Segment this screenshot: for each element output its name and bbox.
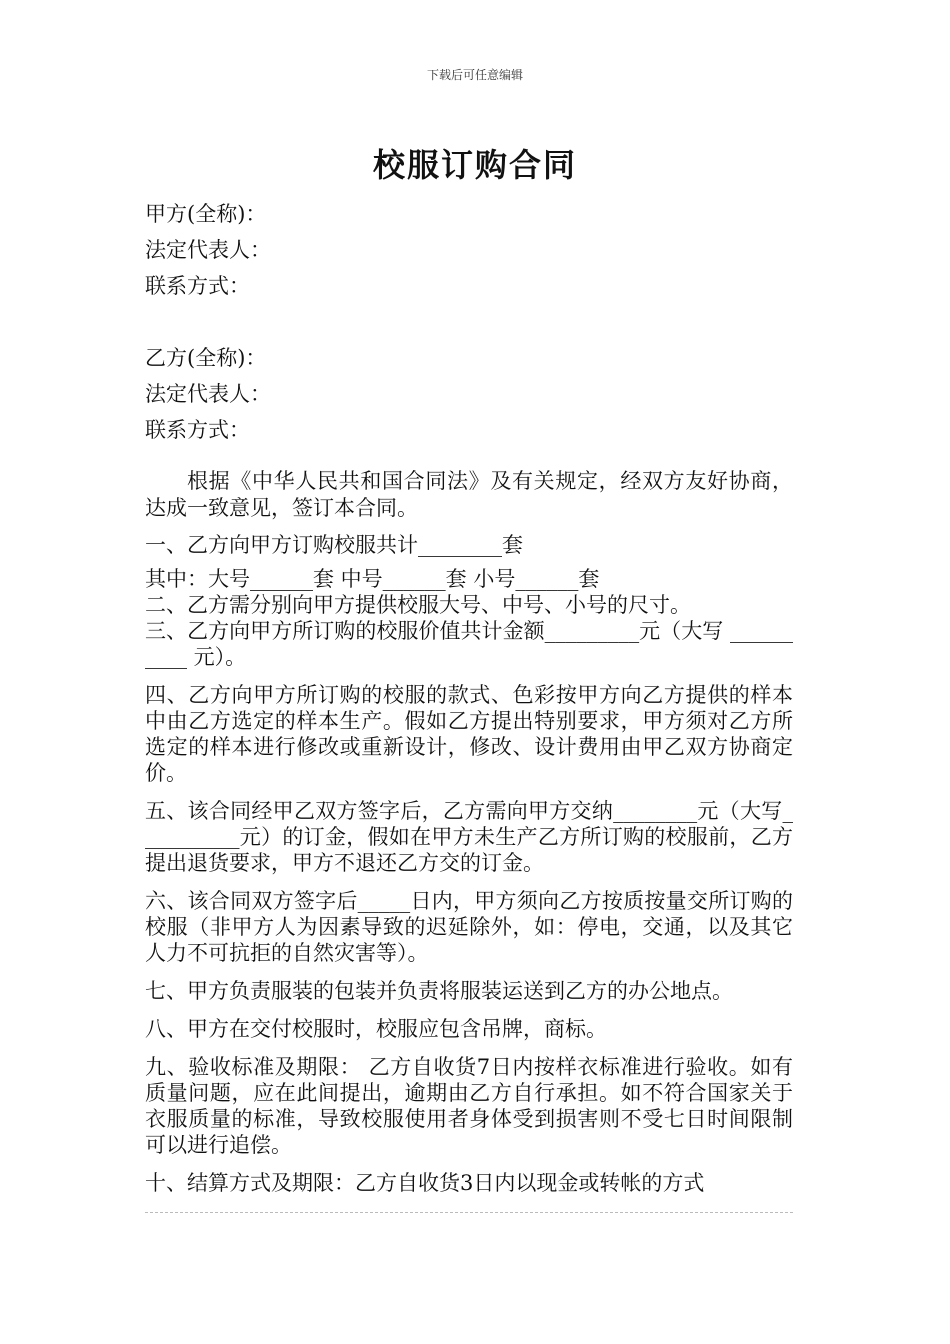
document-title: 校服订购合同 xyxy=(372,146,577,184)
clause-9: 九、验收标准及期限： 乙方自收货7日内按样衣标准进行验收。如有质量问题，应在此间提出，逾期由乙方自行承担。如不符合国家关于衣服质量的标准，导致校服使用者身体受到损害则不受七日时间限制可以进行追偿。 xyxy=(145,1055,793,1157)
preamble: 根据《中华人民共和国合同法》及有关规定，经双方友好协商，达成一致意见，签订本合同。 xyxy=(145,469,793,520)
party-b-info xyxy=(145,340,793,448)
clause-8: 八、甲方在交付校服时，校服应包含吊牌，商标。 xyxy=(145,1017,607,1041)
clause-10: 十、结算方式及期限：乙方自收货3日内以现金或转帐的方式 xyxy=(145,1171,705,1195)
party-b-contact-label: 联系方式： xyxy=(145,418,250,442)
party-a-rep-label: 法定代表人： xyxy=(145,238,271,262)
clause-1: 一、乙方向甲方订购校服共计________套 xyxy=(145,533,523,557)
clause-4: 四、乙方向甲方所订购的校服的款式、色彩按甲方向乙方提供的样本中由乙方选定的样本生产。假如乙方提出特别要求，甲方须对乙方所选定的样本进行修改或重新设计，修改、设计费用由甲乙双方协商定价。 xyxy=(145,683,793,785)
party-a-name-label: 甲方(全称)： xyxy=(145,202,267,226)
clause-5: 五、该合同经甲乙双方签字后，乙方需向甲方交纳________元（大写__________元）的订金，假如在甲方未生产乙方所订购的校服前，乙方提出退货要求，甲方不退还乙方交的订金。 xyxy=(145,799,793,875)
clause-2: 二、乙方需分别向甲方提供校服大号、中号、小号的尺寸。 xyxy=(145,593,691,617)
page-header: 下载后可任意编辑 xyxy=(426,68,523,82)
party-b-rep-label: 法定代表人： xyxy=(145,382,271,406)
party-b-name-label: 乙方(全称)： xyxy=(145,346,267,370)
clause-6: 六、该合同双方签字后_____日内，甲方须向乙方按质按量交所订购的校服（非甲方人为因素导致的迟延除外，如：停电，交通，以及其它人力不可抗拒的自然灾害等）。 xyxy=(145,889,793,965)
clause-7: 七、甲方负责服装的包装并负责将服装运送到乙方的办公地点。 xyxy=(145,979,733,1003)
party-a-contact-label: 联系方式： xyxy=(145,274,250,298)
page-cut-line xyxy=(145,1212,793,1213)
contract-body xyxy=(145,196,793,1196)
party-a-info xyxy=(145,196,793,304)
clause-3: 三、乙方向甲方所订购的校服价值共计金额_________元（大写 __________ 元）。 xyxy=(145,619,793,669)
clause-1-detail: 其中：大号______套 中号______套 小号______套 xyxy=(145,567,600,591)
